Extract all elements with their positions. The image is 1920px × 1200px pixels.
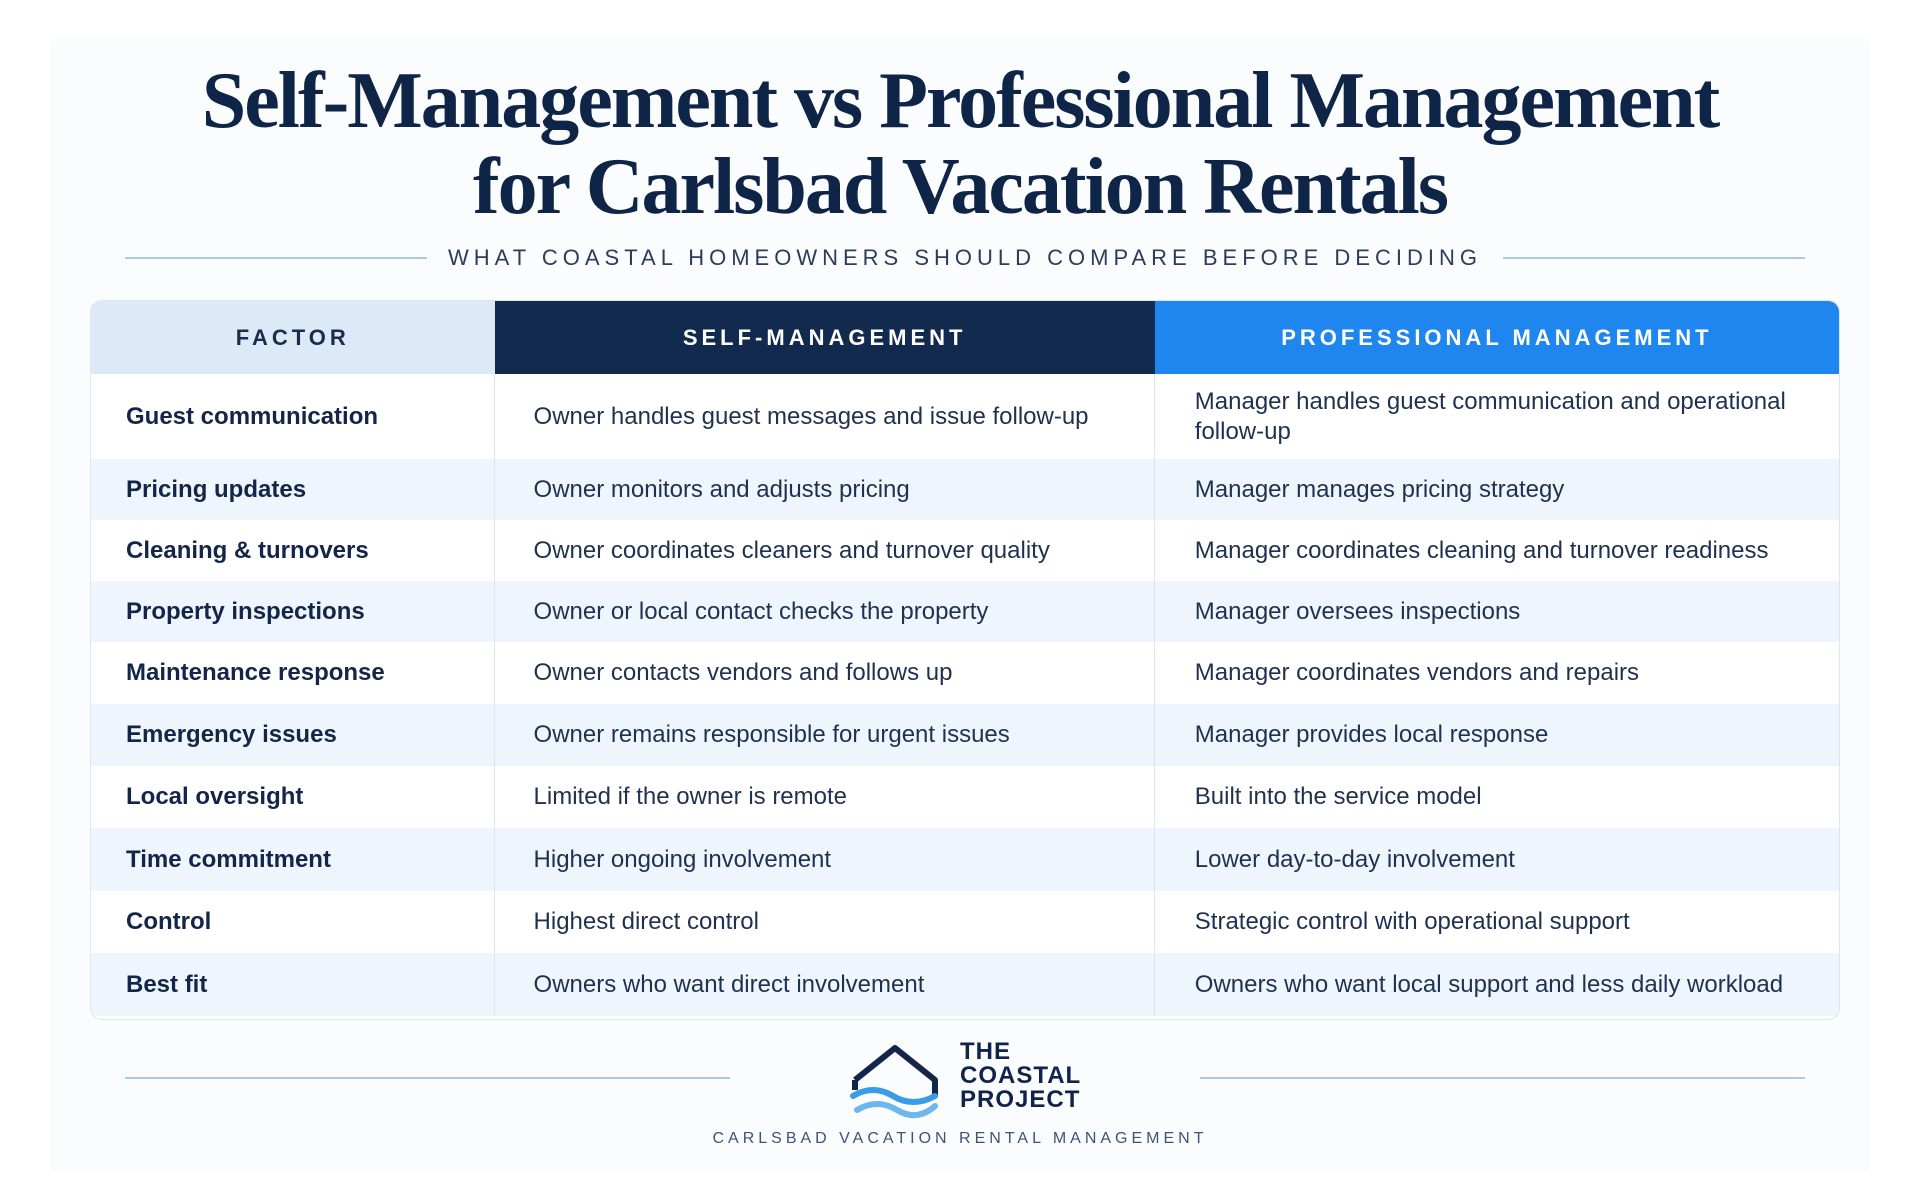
table-row: [91, 642, 1839, 704]
table-row: [91, 520, 1839, 581]
factor-cell: Property inspections: [91, 581, 495, 642]
logo-wordmark: [960, 1040, 1081, 1112]
self-management-cell: Owner or local contact checks the property: [495, 581, 1155, 642]
professional-management-cell: Built into the service model: [1194, 783, 1482, 810]
professional-management-cell: Manager coordinates vendors and repairs: [1194, 659, 1640, 686]
self-management-cell: Higher ongoing involvement: [495, 828, 1155, 891]
footer-rule-right: [1200, 1077, 1805, 1079]
self-management-cell: Owner monitors and adjusts pricing: [495, 459, 1155, 520]
professional-management-cell: Manager coordinates cleaning and turnover readiness: [1194, 536, 1769, 564]
professional-management-cell: Manager provides local response: [1194, 721, 1549, 748]
self-management-cell: Owner coordinates cleaners and turnover quality: [495, 520, 1155, 581]
factor-cell: Emergency issues: [91, 704, 495, 766]
column-header-self-management: SELF-MANAGEMENT: [495, 301, 1155, 374]
professional-management-cell: Strategic control with operational support: [1194, 908, 1630, 935]
table-row: [91, 374, 1839, 459]
self-management-cell: Owner remains responsible for urgent issues: [495, 704, 1155, 766]
subtitle-rule-left: [125, 257, 427, 259]
professional-management-cell: Manager oversees inspections: [1194, 597, 1521, 625]
factor-cell: Control: [91, 891, 495, 953]
professional-management-cell: Owners who want local support and less daily workload: [1194, 970, 1784, 998]
table-row: [91, 891, 1839, 953]
factor-cell: Time commitment: [91, 828, 495, 891]
factor-cell: Best fit: [91, 953, 495, 1016]
professional-management-cell: Lower day-to-day involvement: [1194, 845, 1515, 873]
subtitle-row: [125, 242, 1805, 274]
table-row: [91, 459, 1839, 520]
logo-line-3: PROJECT: [960, 1086, 1081, 1113]
table-row: [91, 766, 1839, 828]
column-header-factor: FACTOR: [91, 301, 495, 374]
professional-management-cell: Manager handles guest communication and operational follow-up: [1194, 387, 1786, 445]
table-body: [91, 374, 1839, 1016]
factor-cell: Maintenance response: [91, 642, 495, 704]
column-header-professional-management: PROFESSIONAL MANAGEMENT: [1155, 301, 1839, 374]
footer-tagline: CARLSBAD VACATION RENTAL MANAGEMENT: [712, 1130, 1208, 1147]
table-row: [91, 828, 1839, 891]
subtitle-rule-right: [1503, 257, 1805, 259]
title-line-1: Self-Management vs Professional Management: [201, 57, 1719, 145]
page-title: [0, 58, 1920, 230]
table-row: [91, 704, 1839, 766]
self-management-cell: Owner handles guest messages and issue follow-up: [495, 374, 1155, 459]
subtitle: WHAT COASTAL HOMEOWNERS SHOULD COMPARE BEFORE DECIDING: [448, 245, 1482, 270]
comparison-table: [90, 300, 1840, 1020]
factor-cell: Cleaning & turnovers: [91, 520, 495, 581]
factor-cell: Local oversight: [91, 766, 495, 828]
table-row: [91, 581, 1839, 642]
footer-logo-row: [125, 1040, 1805, 1120]
logo-line-1: THE: [960, 1038, 1011, 1065]
professional-management-cell: Manager manages pricing strategy: [1194, 475, 1565, 503]
table-header: [91, 301, 1839, 374]
title-line-2: for Carlsbad Vacation Rentals: [473, 143, 1447, 231]
self-management-cell: Owner contacts vendors and follows up: [495, 642, 1155, 704]
house-waves-icon: [847, 1040, 943, 1120]
table-row: [91, 953, 1839, 1016]
factor-cell: Pricing updates: [91, 459, 495, 520]
logo-line-2: COASTAL: [960, 1062, 1082, 1089]
self-management-cell: Limited if the owner is remote: [495, 766, 1155, 828]
self-management-cell: Highest direct control: [495, 891, 1155, 953]
footer-rule-left: [125, 1077, 730, 1079]
self-management-cell: Owners who want direct involvement: [495, 953, 1155, 1016]
factor-cell: Guest communication: [91, 374, 495, 459]
